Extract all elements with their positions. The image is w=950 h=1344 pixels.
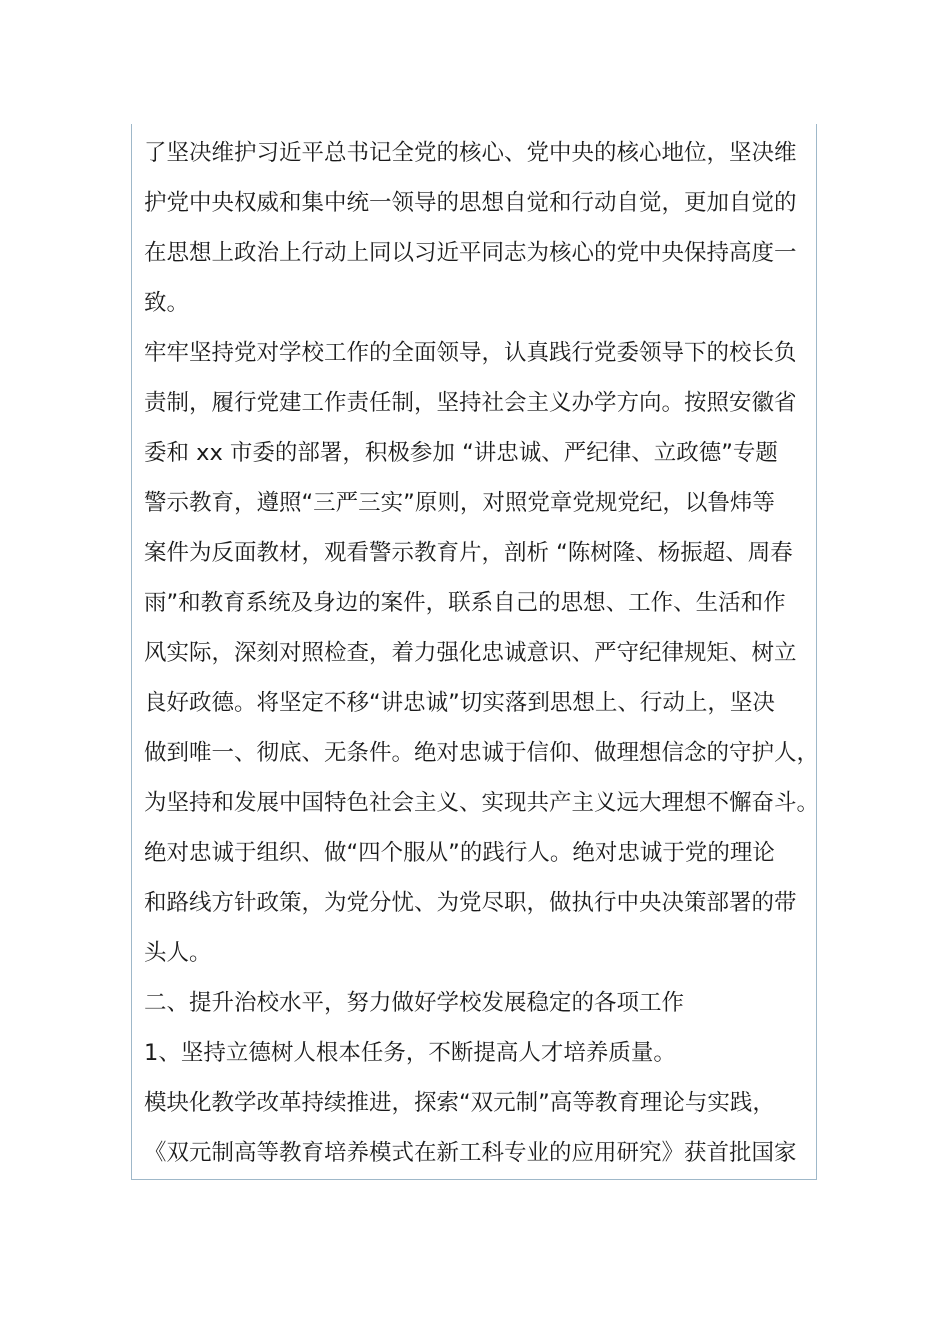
text-line: 牢牢坚持党对学校工作的全面领导，认真践行党委领导下的校长负 bbox=[144, 340, 797, 366]
text-line: 风实际，深刻对照检查，着力强化忠诚意识、严守纪律规矩、树立 bbox=[144, 640, 797, 666]
text-line: 案件为反面教材，观看警示教育片，剖析 “陈树隆、杨振超、周春 bbox=[144, 540, 793, 566]
document-body bbox=[144, 124, 820, 1178]
text-line: 了坚决维护习近平总书记全党的核心、党中央的核心地位，坚决维 bbox=[144, 140, 797, 166]
text-line: 警示教育，遵照“三严三实”原则，对照党章党规党纪，以鲁炜等 bbox=[144, 490, 775, 516]
text-line: 做到唯一、彻底、无条件。绝对忠诚于信仰、做理想信念的守护人， bbox=[144, 740, 820, 766]
text-line: 为坚持和发展中国特色社会主义、实现共产主义远大理想不懈奋斗。 bbox=[144, 790, 820, 816]
text-line: 模块化教学改革持续推进，探索“双元制”高等教育理论与实践， bbox=[144, 1090, 775, 1116]
text-line: 《双元制高等教育培养模式在新工科专业的应用研究》获首批国家 bbox=[144, 1140, 797, 1166]
text-line: 致。 bbox=[144, 290, 190, 316]
text-line: 雨”和教育系统及身边的案件，联系自己的思想、工作、生活和作 bbox=[144, 590, 786, 616]
text-line: 良好政德。将坚定不移“讲忠诚”切实落到思想上、行动上，坚决 bbox=[144, 690, 775, 716]
section-heading: 二、提升治校水平，努力做好学校发展稳定的各项工作 bbox=[144, 990, 685, 1016]
text-line: 和路线方针政策，为党分忧、为党尽职，做执行中央决策部署的带 bbox=[144, 890, 797, 916]
text-line: 责制，履行党建工作责任制，坚持社会主义办学方向。按照安徽省 bbox=[144, 390, 797, 416]
text-line: 头人。 bbox=[144, 940, 212, 966]
subsection-heading: 1、坚持立德树人根本任务，不断提高人才培养质量。 bbox=[144, 1040, 676, 1066]
text-line: 委和 xx 市委的部署，积极参加 “讲忠诚、严纪律、立政德”专题 bbox=[144, 440, 778, 466]
text-line: 护党中央权威和集中统一领导的思想自觉和行动自觉，更加自觉的 bbox=[144, 190, 797, 216]
text-line: 绝对忠诚于组织、做“四个服从”的践行人。绝对忠诚于党的理论 bbox=[144, 840, 775, 866]
text-line: 在思想上政治上行动上同以习近平同志为核心的党中央保持高度一 bbox=[144, 240, 797, 266]
